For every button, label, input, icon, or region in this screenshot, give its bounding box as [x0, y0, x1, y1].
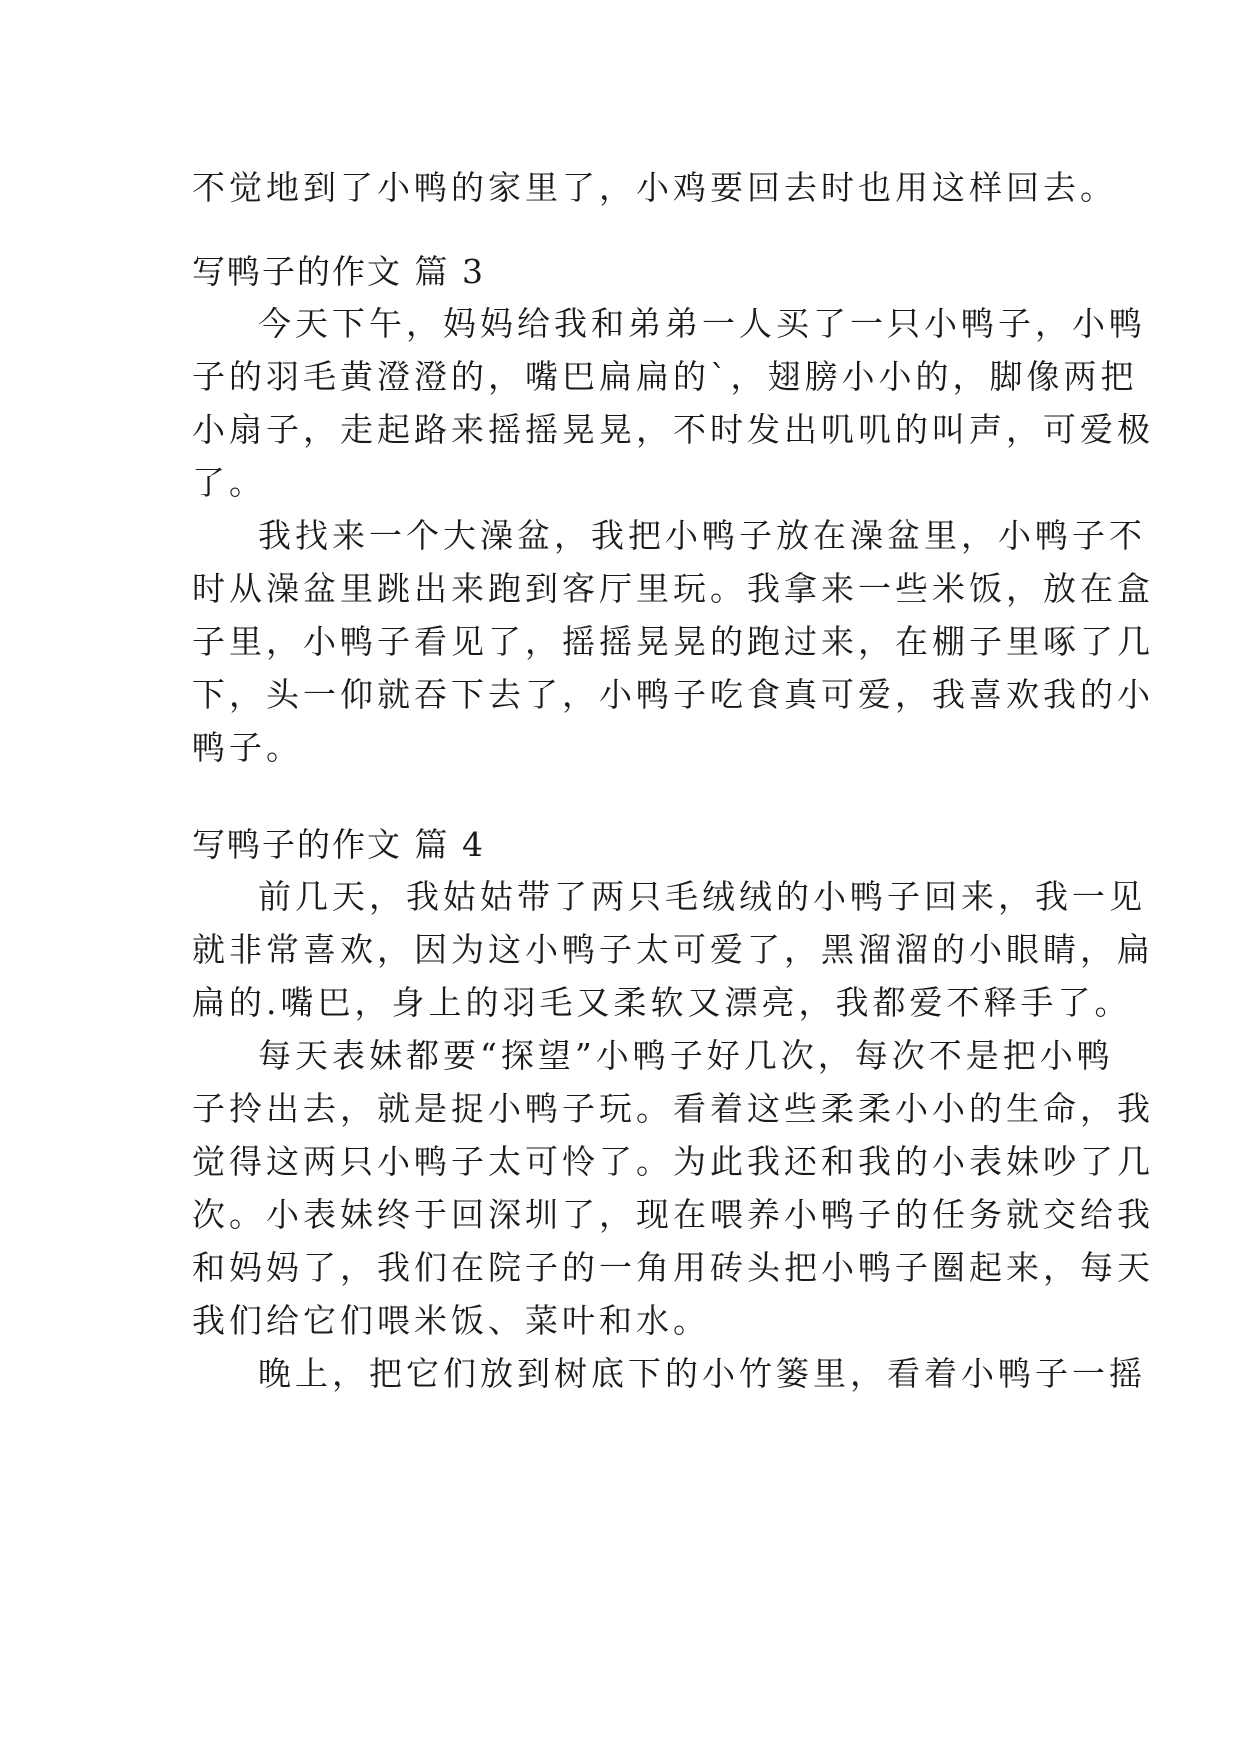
section-4-paragraph-2-line: 我们给它们喂米饭、菜叶和水。	[192, 1301, 710, 1340]
section-3-paragraph-2-line: 下，头一仰就吞下去了，小鸭子吃食真可爱，我喜欢我的小	[192, 675, 1154, 714]
section-4-paragraph-2-line: 觉得这两只小鸭子太可怜了。为此我还和我的小表妹吵了几	[192, 1142, 1154, 1181]
section-3-paragraph-1-line: 子的羽毛黄澄澄的，嘴巴扁扁的`，翅膀小小的，脚像两把	[192, 357, 1138, 396]
section-3-paragraph-1-line: 了。	[192, 463, 266, 502]
section-4-paragraph-1-line: 前几天，我姑姑带了两只毛绒绒的小鸭子回来，我一见	[258, 877, 1146, 916]
section-3-heading: 写鸭子的作文 篇 3	[192, 252, 485, 291]
section-3-paragraph-1-line: 今天下午，妈妈给我和弟弟一人买了一只小鸭子，小鸭	[258, 304, 1146, 343]
continuation-line: 不觉地到了小鸭的家里了，小鸡要回去时也用这样回去。	[192, 168, 1117, 207]
section-3-paragraph-2-line: 我找来一个大澡盆，我把小鸭子放在澡盆里，小鸭子不	[258, 516, 1146, 555]
section-4-heading: 写鸭子的作文 篇 4	[192, 825, 485, 864]
section-4-paragraph-3-line: 晚上，把它们放到树底下的小竹篓里，看着小鸭子一摇	[258, 1354, 1146, 1393]
section-4-paragraph-1-line: 就非常喜欢，因为这小鸭子太可爱了，黑溜溜的小眼睛，扁	[192, 930, 1154, 969]
section-3-paragraph-2-line: 鸭子。	[192, 728, 303, 767]
section-4-paragraph-1-line: 扁的.嘴巴，身上的羽毛又柔软又漂亮，我都爱不释手了。	[192, 983, 1132, 1022]
section-4-paragraph-2-line: 每天表妹都要“探望”小鸭子好几次，每次不是把小鸭	[258, 1036, 1114, 1075]
section-3-paragraph-1-line: 小扇子，走起路来摇摇晃晃，不时发出叽叽的叫声，可爱极	[192, 410, 1154, 449]
section-4-paragraph-2-line: 子拎出去，就是捉小鸭子玩。看着这些柔柔小小的生命，我	[192, 1089, 1154, 1128]
section-4-paragraph-2-line: 次。小表妹终于回深圳了，现在喂养小鸭子的任务就交给我	[192, 1195, 1154, 1234]
section-3-paragraph-2-line: 子里，小鸭子看见了，摇摇晃晃的跑过来，在棚子里啄了几	[192, 622, 1154, 661]
section-3-paragraph-2-line: 时从澡盆里跳出来跑到客厅里玩。我拿来一些米饭，放在盒	[192, 569, 1154, 608]
section-4-paragraph-2-line: 和妈妈了，我们在院子的一角用砖头把小鸭子圈起来，每天	[192, 1248, 1154, 1287]
